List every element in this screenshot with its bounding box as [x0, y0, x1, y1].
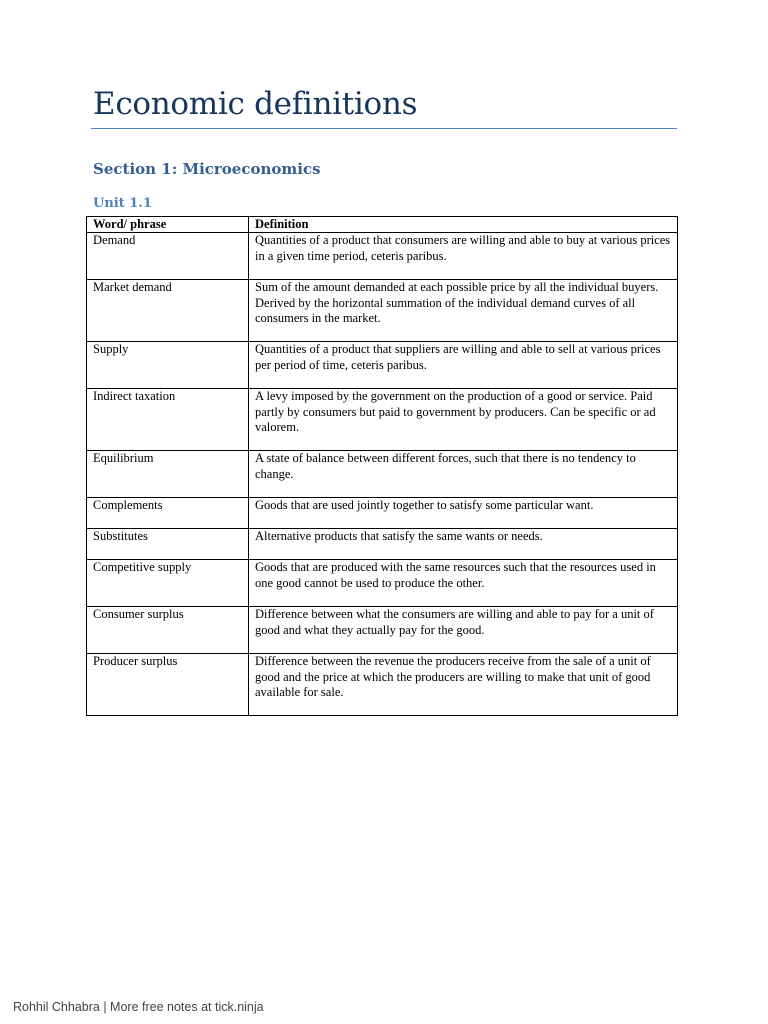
unit-heading: Unit 1.1 — [93, 196, 152, 211]
table-header-row — [87, 217, 678, 233]
definition-cell: Difference between the revenue the producers receive from the sale of a unit of good and the price at which the producers are willing to make that unit of good available for sale. — [249, 654, 678, 716]
definition-cell: Quantities of a product that suppliers are willing and able to sell at various prices per period of time, ceteris paribus. — [249, 342, 678, 389]
term-cell: Substitutes — [87, 529, 249, 560]
table-row — [87, 280, 678, 342]
page-title: Economic definitions — [93, 86, 418, 122]
column-header-definition: Definition — [249, 217, 678, 233]
definition-cell: Sum of the amount demanded at each possible price by all the individual buyers. Derived by the horizontal summation of the individual demand curves of all consumers in the market. — [249, 280, 678, 342]
table-row — [87, 342, 678, 389]
definition-cell: Quantities of a product that consumers are willing and able to buy at various prices in a given time period, ceteris paribus. — [249, 233, 678, 280]
table-row — [87, 451, 678, 498]
column-header-word: Word/ phrase — [87, 217, 249, 233]
definition-cell: A state of balance between different forces, such that there is no tendency to change. — [249, 451, 678, 498]
title-underline — [91, 128, 677, 129]
table-row — [87, 389, 678, 451]
term-cell: Indirect taxation — [87, 389, 249, 451]
footer-credit: Rohhil Chhabra | More free notes at tick.ninja — [13, 1000, 264, 1014]
table-row — [87, 560, 678, 607]
table-row — [87, 233, 678, 280]
term-cell: Complements — [87, 498, 249, 529]
table-row — [87, 529, 678, 560]
term-cell: Equilibrium — [87, 451, 249, 498]
term-cell: Competitive supply — [87, 560, 249, 607]
definition-cell: Goods that are produced with the same resources such that the resources used in one good cannot be used to produce the other. — [249, 560, 678, 607]
table-row — [87, 607, 678, 654]
definition-cell: Goods that are used jointly together to satisfy some particular want. — [249, 498, 678, 529]
term-cell: Consumer surplus — [87, 607, 249, 654]
term-cell: Producer surplus — [87, 654, 249, 716]
term-cell: Supply — [87, 342, 249, 389]
table-row — [87, 654, 678, 716]
definitions-table — [86, 216, 678, 716]
table-row — [87, 498, 678, 529]
definition-cell: A levy imposed by the government on the production of a good or service. Paid partly by consumers but paid to government by producers. Can be specific or ad valorem. — [249, 389, 678, 451]
term-cell: Demand — [87, 233, 249, 280]
section-heading: Section 1: Microeconomics — [93, 160, 321, 178]
definition-cell: Difference between what the consumers are willing and able to pay for a unit of good and what they actually pay for the good. — [249, 607, 678, 654]
definition-cell: Alternative products that satisfy the same wants or needs. — [249, 529, 678, 560]
term-cell: Market demand — [87, 280, 249, 342]
